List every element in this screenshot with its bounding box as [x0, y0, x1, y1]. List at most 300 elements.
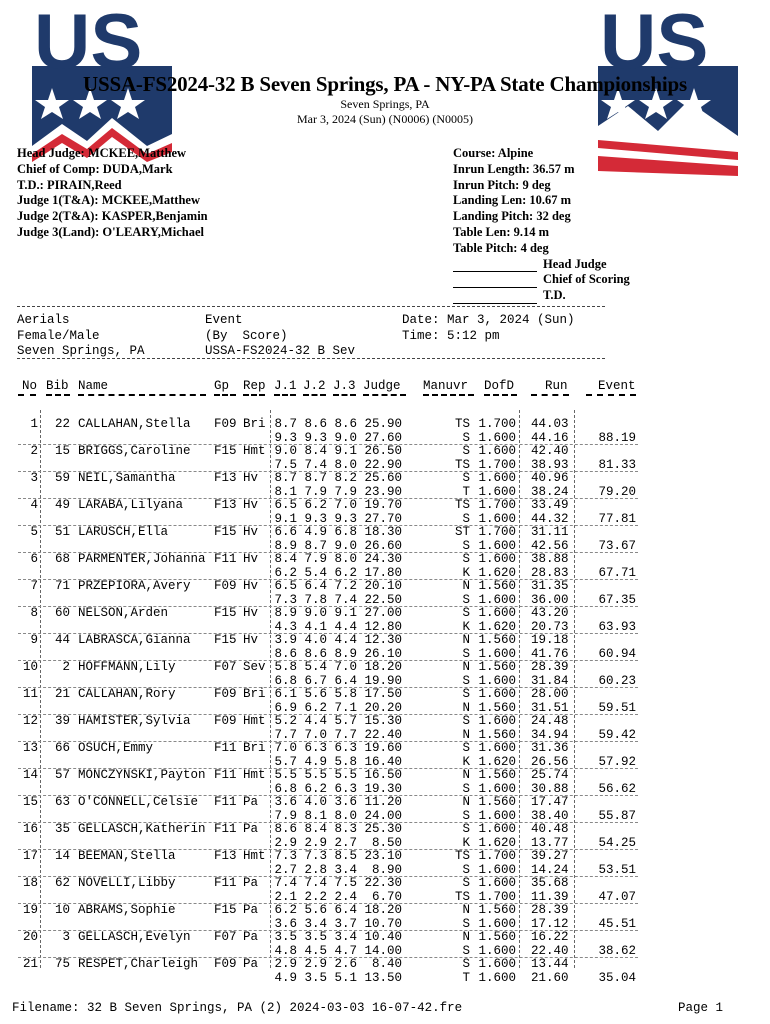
degree-of-difficulty: 1.700 — [478, 498, 516, 512]
judge-2-score: 4.0 — [304, 795, 327, 809]
judge-3-score: 7.5 — [334, 876, 357, 890]
athlete-name: HAMISTER,Sylvia — [78, 714, 191, 728]
degree-of-difficulty: 1.600 — [478, 552, 516, 566]
judge-2-score: 8.7 — [304, 538, 327, 553]
run-score: 31.11 — [531, 525, 569, 539]
judge-1-score: 7.7 — [274, 727, 297, 742]
judge-3-score: 3.6 — [334, 795, 357, 809]
run-score: 31.51 — [531, 700, 569, 715]
judge-3-score: 6.4 — [334, 673, 357, 688]
representing: Hv — [243, 606, 259, 620]
signature-chief-of-scoring: Chief of Scoring — [453, 272, 630, 288]
judge-1-score: 3.9 — [274, 633, 297, 647]
judge-2-score: 9.0 — [304, 606, 327, 620]
maneuver: N — [462, 903, 470, 917]
col-judge: Judge — [363, 379, 401, 393]
judge-2-score: 6.2 — [304, 700, 327, 715]
column-separator — [40, 410, 41, 968]
representing: Bri — [243, 741, 266, 755]
judge-1-score: 7.3 — [274, 849, 297, 863]
degree-of-difficulty: 1.620 — [478, 754, 516, 769]
run-score: 42.40 — [531, 444, 569, 458]
degree-of-difficulty: 1.700 — [478, 889, 516, 904]
degree-of-difficulty: 1.560 — [478, 660, 516, 674]
representing: Pa — [243, 930, 259, 944]
judge-3-score: 8.3 — [334, 822, 357, 836]
event-score: 67.71 — [598, 565, 636, 580]
age-group: F09 — [214, 579, 237, 593]
degree-of-difficulty: 1.600 — [478, 471, 516, 485]
rank: 15 — [22, 795, 38, 809]
maneuver: ST — [454, 525, 470, 539]
run-score: 28.39 — [531, 660, 569, 674]
athlete-name: BRIGGS,Caroline — [78, 444, 191, 458]
athlete-name: ABRAMS,Sophie — [78, 903, 176, 917]
event-date-line: Mar 3, 2024 (Sun) (N0006) (N0005) — [297, 112, 473, 126]
judge-total: 15.30 — [364, 714, 402, 728]
judge-1-score: 8.1 — [274, 484, 297, 499]
age-group: F13 — [214, 498, 237, 512]
judge-1-score: 8.7 — [274, 471, 297, 485]
age-group: F11 — [214, 552, 237, 566]
degree-of-difficulty: 1.600 — [478, 592, 516, 607]
run-score: 28.39 — [531, 903, 569, 917]
signature-head-judge: Head Judge — [453, 257, 630, 273]
inrun-length: Inrun Length: 36.57 m — [453, 161, 575, 176]
event-score: 67.35 — [598, 592, 636, 607]
run-score: 39.27 — [531, 849, 569, 863]
judge-2-score: 2.2 — [304, 889, 327, 904]
rank: 13 — [22, 741, 38, 755]
judge-1-score: 8.6 — [274, 822, 297, 836]
judge-3-score: 9.1 — [334, 444, 357, 458]
judge-1-score: 8.4 — [274, 552, 297, 566]
degree-of-difficulty: 1.600 — [478, 538, 516, 553]
maneuver: S — [462, 471, 470, 485]
landing-pitch: Landing Pitch: 32 deg — [453, 209, 571, 224]
athlete-name: GELLASCH,Katherin — [78, 822, 206, 836]
judge-3-score: 6.4 — [334, 903, 357, 917]
judge-2-score: 7.9 — [304, 484, 327, 499]
judge-total: 23.10 — [364, 849, 402, 863]
degree-of-difficulty: 1.620 — [478, 835, 516, 850]
judge-1-score: 9.0 — [274, 444, 297, 458]
judge-1-score: 2.1 — [274, 889, 297, 904]
judge-1-score: 7.4 — [274, 876, 297, 890]
judge-total: 19.70 — [364, 498, 402, 512]
age-group: F11 — [214, 876, 237, 890]
rank: 2 — [30, 444, 38, 458]
col-j2: J.2 — [303, 379, 326, 393]
header-underline — [333, 394, 356, 396]
representing: Hv — [243, 498, 259, 512]
judge-3-score: 2.4 — [334, 889, 357, 904]
judge-total: 27.70 — [364, 511, 402, 526]
athlete-name: BEEMAN,Stella — [78, 849, 176, 863]
judge-2-score: 6.7 — [304, 673, 327, 688]
official-judge-2: Judge 2(T&A): KASPER,Benjamin — [17, 209, 208, 224]
athlete-name: NOVELLI,Libby — [78, 876, 176, 890]
course-info — [453, 146, 630, 304]
run-score: 26.56 — [531, 754, 569, 769]
maneuver: S — [462, 430, 470, 445]
maneuver: S — [462, 808, 470, 823]
degree-of-difficulty: 1.600 — [478, 714, 516, 728]
maneuver: K — [462, 619, 470, 634]
judge-3-score: 5.8 — [334, 687, 357, 701]
maneuver: T — [462, 970, 470, 985]
run-score: 17.12 — [531, 916, 569, 931]
judge-1-score: 5.5 — [274, 768, 297, 782]
judge-total: 25.90 — [364, 417, 402, 431]
run-score: 40.48 — [531, 822, 569, 836]
judge-3-score: 7.0 — [334, 660, 357, 674]
judge-1-score: 2.7 — [274, 862, 297, 877]
header-underline — [586, 394, 636, 396]
bib: 21 — [54, 687, 70, 701]
age-group: F07 — [214, 930, 237, 944]
judge-1-score: 9.1 — [274, 511, 297, 526]
judge-3-score: 7.7 — [334, 727, 357, 742]
degree-of-difficulty: 1.600 — [478, 606, 516, 620]
run-score: 36.00 — [531, 592, 569, 607]
judge-total: 19.90 — [364, 673, 402, 688]
run-score: 42.56 — [531, 538, 569, 553]
judge-2-score: 4.0 — [304, 633, 327, 647]
judge-total: 8.40 — [371, 957, 402, 971]
bib: 3 — [62, 930, 70, 944]
rank: 14 — [22, 768, 38, 782]
age-group: F09 — [214, 417, 237, 431]
rank: 11 — [22, 687, 38, 701]
judge-total: 13.50 — [364, 970, 402, 985]
official-chief-of-comp: Chief of Comp: DUDA,Mark — [17, 161, 173, 176]
judge-3-score: 5.5 — [334, 768, 357, 782]
degree-of-difficulty: 1.700 — [478, 417, 516, 431]
judge-1-score: 8.7 — [274, 417, 297, 431]
judge-3-score: 2.6 — [334, 957, 357, 971]
judge-1-score: 6.5 — [274, 498, 297, 512]
run-score: 38.24 — [531, 484, 569, 499]
representing: Hv — [243, 552, 259, 566]
judge-3-score: 7.9 — [334, 484, 357, 499]
athlete-name: LARABA,Lilyana — [78, 498, 184, 512]
representing: Hmt — [243, 714, 266, 728]
maneuver: N — [462, 579, 470, 593]
judge-total: 11.20 — [364, 795, 402, 809]
age-group: F15 — [214, 633, 237, 647]
judge-1-score: 3.6 — [274, 916, 297, 931]
judge-1-score: 6.8 — [274, 673, 297, 688]
event-score: 54.25 — [598, 835, 636, 850]
run-score: 13.77 — [531, 835, 569, 850]
rank: 5 — [30, 525, 38, 539]
maneuver: S — [462, 714, 470, 728]
athlete-name: LABRASCA,Gianna — [78, 633, 191, 647]
judge-2-score: 4.9 — [304, 754, 327, 769]
judge-3-score: 8.6 — [334, 417, 357, 431]
judge-total: 16.50 — [364, 768, 402, 782]
run-score: 20.73 — [531, 619, 569, 634]
judge-1-score: 6.5 — [274, 579, 297, 593]
judge-2-score: 3.5 — [304, 930, 327, 944]
rank: 1 — [30, 417, 38, 431]
judge-2-score: 5.6 — [304, 687, 327, 701]
event-score: 60.23 — [598, 673, 636, 688]
maneuver: S — [462, 957, 470, 971]
degree-of-difficulty: 1.700 — [478, 525, 516, 539]
landing-length: Landing Len: 10.67 m — [453, 193, 572, 208]
page-title: USSA-FS2024-32 B Seven Springs, PA - NY-PA State Championships — [83, 72, 687, 96]
judge-3-score: 6.2 — [334, 565, 357, 580]
course-name: Course: Alpine — [453, 146, 534, 160]
col-run: Run — [545, 379, 568, 393]
event-score: 53.51 — [598, 862, 636, 877]
maneuver: TS — [454, 457, 470, 472]
judge-total: 18.30 — [364, 525, 402, 539]
judge-3-score: 5.8 — [334, 754, 357, 769]
column-separator — [519, 410, 520, 968]
judge-1-score: 8.9 — [274, 538, 297, 553]
athlete-name: GELLASCH,Evelyn — [78, 930, 191, 944]
judge-2-score: 6.4 — [304, 579, 327, 593]
bib: 49 — [54, 498, 70, 512]
bib: 63 — [54, 795, 70, 809]
judge-1-score: 7.3 — [274, 592, 297, 607]
event-score: 35.04 — [598, 970, 636, 985]
maneuver: S — [462, 646, 470, 661]
degree-of-difficulty: 1.600 — [478, 781, 516, 796]
judge-1-score: 5.2 — [274, 714, 297, 728]
run-score: 41.76 — [531, 646, 569, 661]
maneuver: K — [462, 835, 470, 850]
degree-of-difficulty: 1.560 — [478, 768, 516, 782]
col-rep: Rep — [243, 379, 266, 393]
rank: 9 — [30, 633, 38, 647]
rank: 12 — [22, 714, 38, 728]
judge-2-score: 4.1 — [304, 619, 327, 634]
judge-3-score: 4.7 — [334, 943, 357, 958]
bib: 62 — [54, 876, 70, 890]
maneuver: S — [462, 552, 470, 566]
athlete-name: NEIL,Samantha — [78, 471, 176, 485]
age-group: F07 — [214, 660, 237, 674]
judge-2-score: 6.2 — [304, 498, 327, 512]
age-group: F15 — [214, 903, 237, 917]
judge-3-score: 8.9 — [334, 646, 357, 661]
representing: Pa — [243, 795, 259, 809]
rank: 8 — [30, 606, 38, 620]
judge-2-score: 5.6 — [304, 903, 327, 917]
judge-total: 24.00 — [364, 808, 402, 823]
judge-3-score: 8.0 — [334, 457, 357, 472]
age-group: F13 — [214, 849, 237, 863]
maneuver: N — [462, 795, 470, 809]
event-score: 56.62 — [598, 781, 636, 796]
column-separator — [574, 410, 575, 968]
event-score: 79.20 — [598, 484, 636, 499]
judge-total: 27.60 — [364, 430, 402, 445]
judge-2-score: 8.6 — [304, 417, 327, 431]
event-score: 57.92 — [598, 754, 636, 769]
degree-of-difficulty: 1.600 — [478, 876, 516, 890]
judge-total: 19.60 — [364, 741, 402, 755]
run-score: 40.96 — [531, 471, 569, 485]
age-group: F09 — [214, 957, 237, 971]
judge-1-score: 4.3 — [274, 619, 297, 634]
judge-total: 20.20 — [364, 700, 402, 715]
divider-bottom — [17, 358, 605, 359]
representing: Pa — [243, 876, 259, 890]
judge-3-score: 4.4 — [334, 633, 357, 647]
header-underline — [274, 394, 296, 396]
header-underline — [18, 394, 36, 396]
judge-3-score: 7.1 — [334, 700, 357, 715]
bib: 44 — [54, 633, 70, 647]
athlete-name: HOFFMANN,Lily — [78, 660, 176, 674]
judge-2-score: 9.3 — [304, 430, 327, 445]
judge-3-score: 9.0 — [334, 430, 357, 445]
judge-3-score: 7.4 — [334, 592, 357, 607]
judge-total: 24.30 — [364, 552, 402, 566]
judge-2-score: 8.7 — [304, 471, 327, 485]
bib: 39 — [54, 714, 70, 728]
age-group: F11 — [214, 768, 237, 782]
representing: Pa — [243, 822, 259, 836]
judge-3-score: 8.2 — [334, 471, 357, 485]
judge-3-score: 6.8 — [334, 525, 357, 539]
rank: 3 — [30, 471, 38, 485]
judge-2-score: 7.4 — [304, 457, 327, 472]
degree-of-difficulty: 1.560 — [478, 579, 516, 593]
col-gp: Gp — [214, 379, 230, 393]
judge-3-score: 9.1 — [334, 606, 357, 620]
header-underline — [363, 394, 406, 396]
athlete-name: PRZEPIORA,Avery — [78, 579, 191, 593]
bib: 75 — [54, 957, 70, 971]
judge-2-score: 5.5 — [304, 768, 327, 782]
maneuver: TS — [454, 498, 470, 512]
judge-total: 18.20 — [364, 903, 402, 917]
judge-total: 27.00 — [364, 606, 402, 620]
athlete-name: NELSON,Arden — [78, 606, 169, 620]
judge-2-score: 2.8 — [304, 862, 327, 877]
judge-total: 14.00 — [364, 943, 402, 958]
judge-2-score: 4.9 — [304, 525, 327, 539]
judge-1-score: 7.5 — [274, 457, 297, 472]
judge-1-score: 7.0 — [274, 741, 297, 755]
judge-1-score: 4.8 — [274, 943, 297, 958]
judge-1-score: 8.9 — [274, 606, 297, 620]
degree-of-difficulty: 1.600 — [478, 808, 516, 823]
run-score: 31.35 — [531, 579, 569, 593]
judge-1-score: 6.2 — [274, 903, 297, 917]
run-score: 30.88 — [531, 781, 569, 796]
maneuver: T — [462, 484, 470, 499]
degree-of-difficulty: 1.600 — [478, 957, 516, 971]
maneuver: S — [462, 741, 470, 755]
maneuver: N — [462, 633, 470, 647]
event-score: 77.81 — [598, 511, 636, 526]
judge-3-score: 7.2 — [334, 579, 357, 593]
maneuver: S — [462, 916, 470, 931]
run-score: 16.22 — [531, 930, 569, 944]
representing: Hv — [243, 579, 259, 593]
run-score: 38.88 — [531, 552, 569, 566]
age-group: F11 — [214, 822, 237, 836]
header-underline — [46, 394, 70, 396]
degree-of-difficulty: 1.620 — [478, 565, 516, 580]
judge-total: 18.20 — [364, 660, 402, 674]
judge-total: 10.40 — [364, 930, 402, 944]
judge-total: 17.50 — [364, 687, 402, 701]
official-judge-1: Judge 1(T&A): MCKEE,Matthew — [17, 193, 200, 208]
run-score: 38.93 — [531, 457, 569, 472]
run-score: 38.40 — [531, 808, 569, 823]
rank: 16 — [22, 822, 38, 836]
rank: 17 — [22, 849, 38, 863]
judge-1-score: 6.9 — [274, 700, 297, 715]
degree-of-difficulty: 1.600 — [478, 970, 516, 985]
maneuver: TS — [454, 889, 470, 904]
representing: Pa — [243, 903, 259, 917]
run-score: 11.39 — [531, 889, 569, 904]
degree-of-difficulty: 1.620 — [478, 619, 516, 634]
judge-total: 17.80 — [364, 565, 402, 580]
judge-1-score: 5.8 — [274, 660, 297, 674]
judge-2-score: 7.9 — [304, 552, 327, 566]
judge-total: 6.70 — [371, 889, 402, 904]
event-score: 88.19 — [598, 430, 636, 445]
footer-page: Page 1 — [678, 1001, 724, 1015]
degree-of-difficulty: 1.600 — [478, 430, 516, 445]
age-group: F09 — [214, 714, 237, 728]
judge-3-score: 3.4 — [334, 930, 357, 944]
maneuver: S — [462, 673, 470, 688]
event-score: 55.87 — [598, 808, 636, 823]
rank: 20 — [22, 930, 38, 944]
judge-2-score: 8.4 — [304, 444, 327, 458]
degree-of-difficulty: 1.600 — [478, 646, 516, 661]
degree-of-difficulty: 1.700 — [478, 457, 516, 472]
run-score: 19.18 — [531, 633, 569, 647]
judge-total: 26.50 — [364, 444, 402, 458]
run-score: 14.24 — [531, 862, 569, 877]
judge-total: 19.30 — [364, 781, 402, 796]
judge-total: 22.40 — [364, 727, 402, 742]
col-no: No — [22, 379, 38, 393]
maneuver: N — [462, 930, 470, 944]
athlete-name: PARMENTER,Johanna — [78, 552, 206, 566]
judge-3-score: 9.0 — [334, 538, 357, 553]
judge-2-score: 2.9 — [304, 835, 327, 850]
judge-2-score: 9.3 — [304, 511, 327, 526]
judge-total: 12.30 — [364, 633, 402, 647]
judge-2-score: 5.4 — [304, 565, 327, 580]
maneuver: S — [462, 862, 470, 877]
header-underline — [214, 394, 236, 396]
judge-2-score: 5.4 — [304, 660, 327, 674]
representing: Bri — [243, 417, 266, 431]
logo-text: US — [600, 6, 709, 85]
col-bib: Bib — [46, 379, 69, 393]
degree-of-difficulty: 1.560 — [478, 633, 516, 647]
event-score: 63.93 — [598, 619, 636, 634]
athlete-name: OSUCH,Emmy — [78, 741, 154, 755]
athlete-name: O'CONNELL,Celsie — [78, 795, 199, 809]
maneuver: N — [462, 700, 470, 715]
degree-of-difficulty: 1.560 — [478, 795, 516, 809]
